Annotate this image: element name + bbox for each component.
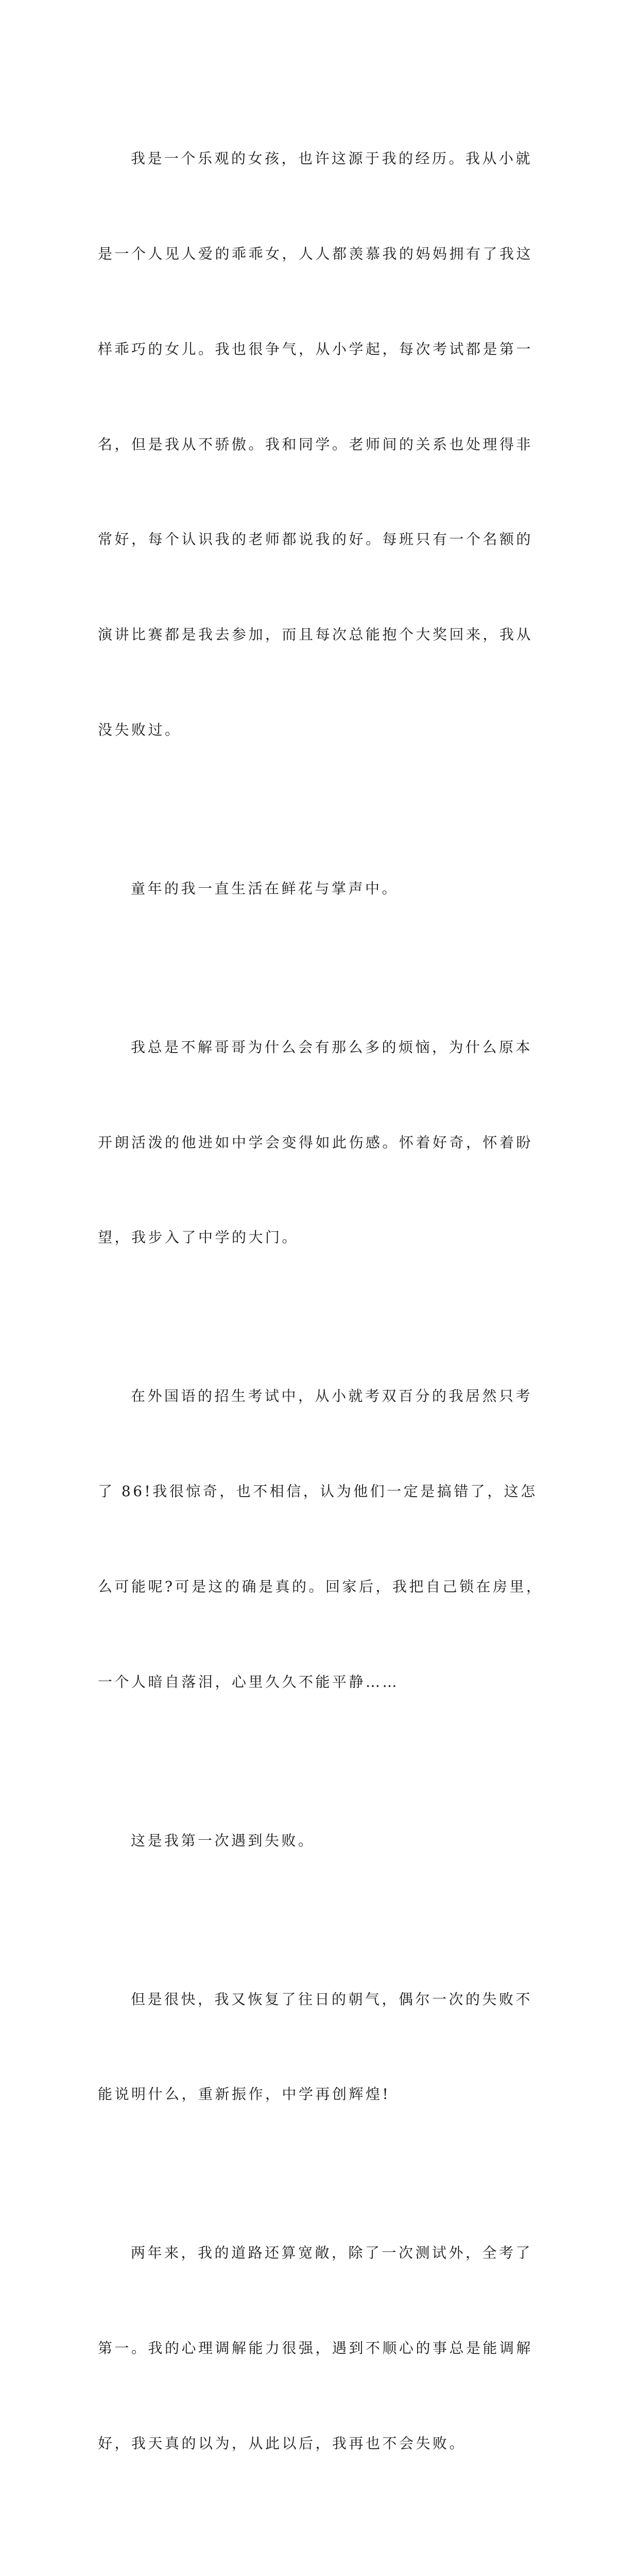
paragraph xyxy=(98,1761,541,1920)
text-line: 是一个人见人爱的乖乖女，人人都羡慕我的妈妈拥有了我这 xyxy=(98,245,533,262)
document-body xyxy=(98,79,541,2576)
text-line: 我是一个乐观的女孩，也许这源于我的经历。我从小就 xyxy=(131,150,533,167)
text-line: 名，但是我从不骄傲。我和同学。老师间的关系也处理得非 xyxy=(98,435,533,453)
paragraph xyxy=(98,2523,541,2576)
text-line: 了 86!我很惊奇，也不相信，认为他们一定是搞错了，这怎 xyxy=(98,1483,538,1500)
text-line: 常好，每个认识我的老师都说我的好。每班只有一个名额的 xyxy=(98,531,533,548)
text-line: 两年来，我的道路还算宽敞，除了一次测试外，全考了 xyxy=(131,2244,533,2262)
text-line: 望，我步入了中学的大门。 xyxy=(98,1229,299,1246)
text-line: 样乖巧的女儿。我也很争气，从小学起，每次考试都是第一 xyxy=(98,340,533,358)
text-line: 第一。我的心理调解能力很强，遇到不顺心的事总是能调解 xyxy=(98,2340,533,2357)
text-line: 这是我第一次遇到失败。 xyxy=(131,1832,315,1849)
paragraph xyxy=(98,968,541,1317)
text-line: 能说明什么，重新振作，中学再创辉煌! xyxy=(98,2086,391,2103)
text-line: 童年的我一直生活在鲜花与掌声中。 xyxy=(131,879,399,897)
text-line: 演讲比赛都是我去参加，而且每次总能抱个大奖回来，我从 xyxy=(98,626,533,643)
paragraph xyxy=(98,1317,541,1761)
paragraph xyxy=(98,1920,541,2174)
text-line: 但是很快，我又恢复了往日的朝气，偶尔一次的失败不 xyxy=(131,1990,533,2008)
text-line: 在外国语的招生考试中，从小就考双百分的我居然只考 xyxy=(131,1387,533,1405)
paragraph xyxy=(98,79,541,809)
text-line: 一个人暗自落泪，心里久久不能平静…… xyxy=(98,1673,400,1690)
text-line: 好，我天真的以为，从此以后，我再也不会失败。 xyxy=(98,2434,467,2452)
text-line: 没失败过。 xyxy=(98,721,182,738)
text-line: 开朗活泼的他进如中学会变得如此伤感。怀着好奇，怀着盼 xyxy=(98,1133,533,1151)
text-line: 我总是不解哥哥为什么会有那么多的烦恼，为什么原本 xyxy=(131,1038,533,1056)
paragraph xyxy=(98,2174,541,2523)
text-line: 么可能呢?可是这的确是真的。回家后，我把自己锁在房里， xyxy=(98,1578,543,1595)
paragraph xyxy=(98,809,541,968)
